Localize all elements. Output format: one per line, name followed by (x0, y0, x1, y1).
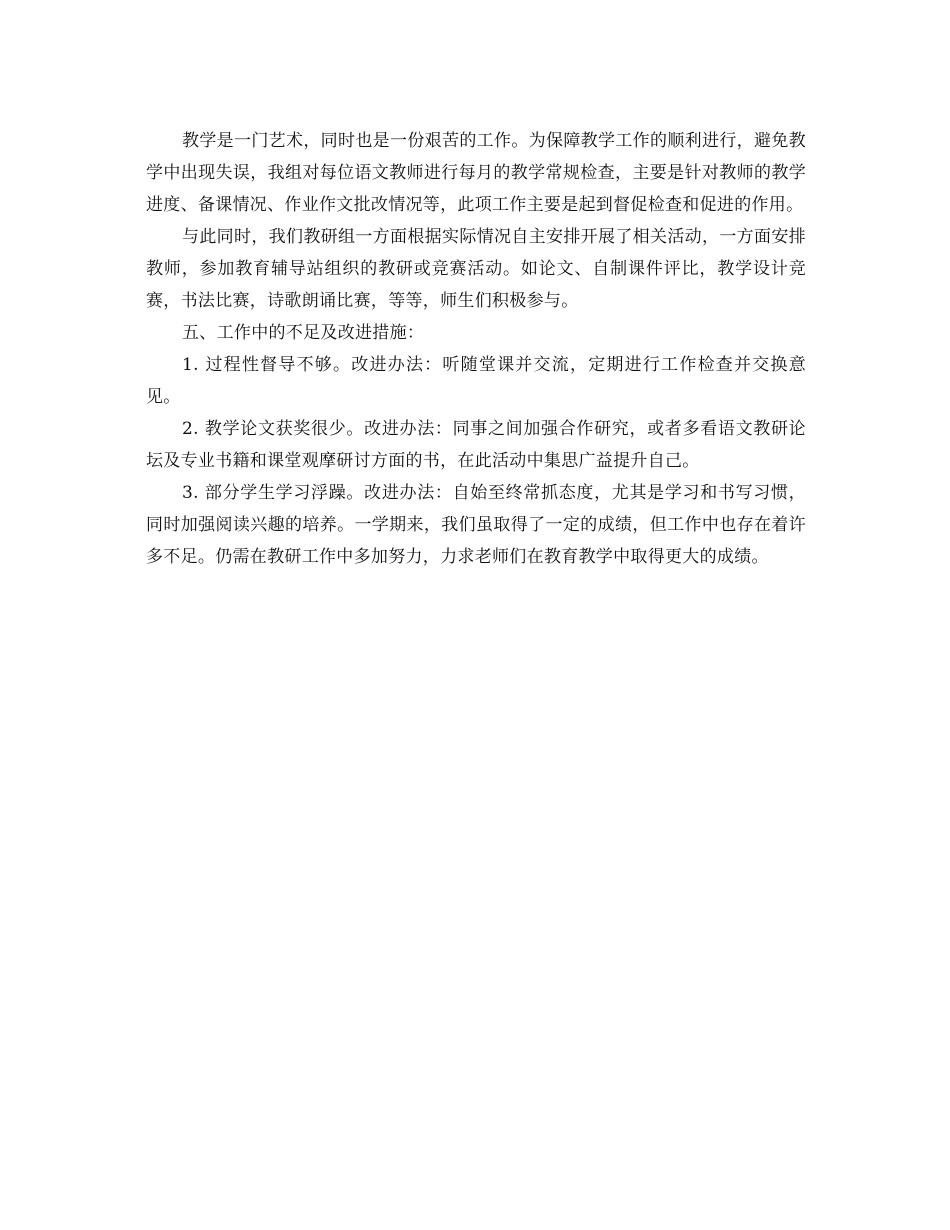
list-item-3: 3. 部分学生学习浮躁。改进办法：自始至终常抓态度，尤其是学习和书写习惯，同时加强阅读兴趣的培养。一学期来，我们虽取得了一定的成绩，但工作中也存在着许多不足。仍需在教研工作中多加努力，力求老师们在教育教学中取得更大的成绩。 (146, 483, 806, 567)
list-item-2: 2. 教学论文获奖很少。改进办法：同事之间加强合作研究，或者多看语文教研论坛及专业书籍和课堂观摩研讨方面的书，在此活动中集思广益提升自己。 (146, 419, 806, 471)
paragraph-activities: 与此同时，我们教研组一方面根据实际情况自主安排开展了相关活动，一方面安排教师，参加教育辅导站组织的教研或竞赛活动。如论文、自制课件评比，教学设计竞赛，书法比赛，诗歌朗诵比赛，等等，师生们积极参与。 (146, 227, 806, 311)
document-body (146, 125, 806, 573)
paragraph-inspection: 教学是一门艺术，同时也是一份艰苦的工作。为保障教学工作的顺利进行，避免教学中出现失误，我组对每位语文教师进行每月的教学常规检查，主要是针对教师的教学进度、备课情况、作业作文批改情况等，此项工作主要是起到督促检查和促进的作用。 (146, 131, 806, 215)
section-heading-shortcomings: 五、工作中的不足及改进措施： (182, 323, 425, 343)
list-item-1: 1. 过程性督导不够。改进办法：听随堂课并交流，定期进行工作检查并交换意见。 (146, 355, 806, 407)
